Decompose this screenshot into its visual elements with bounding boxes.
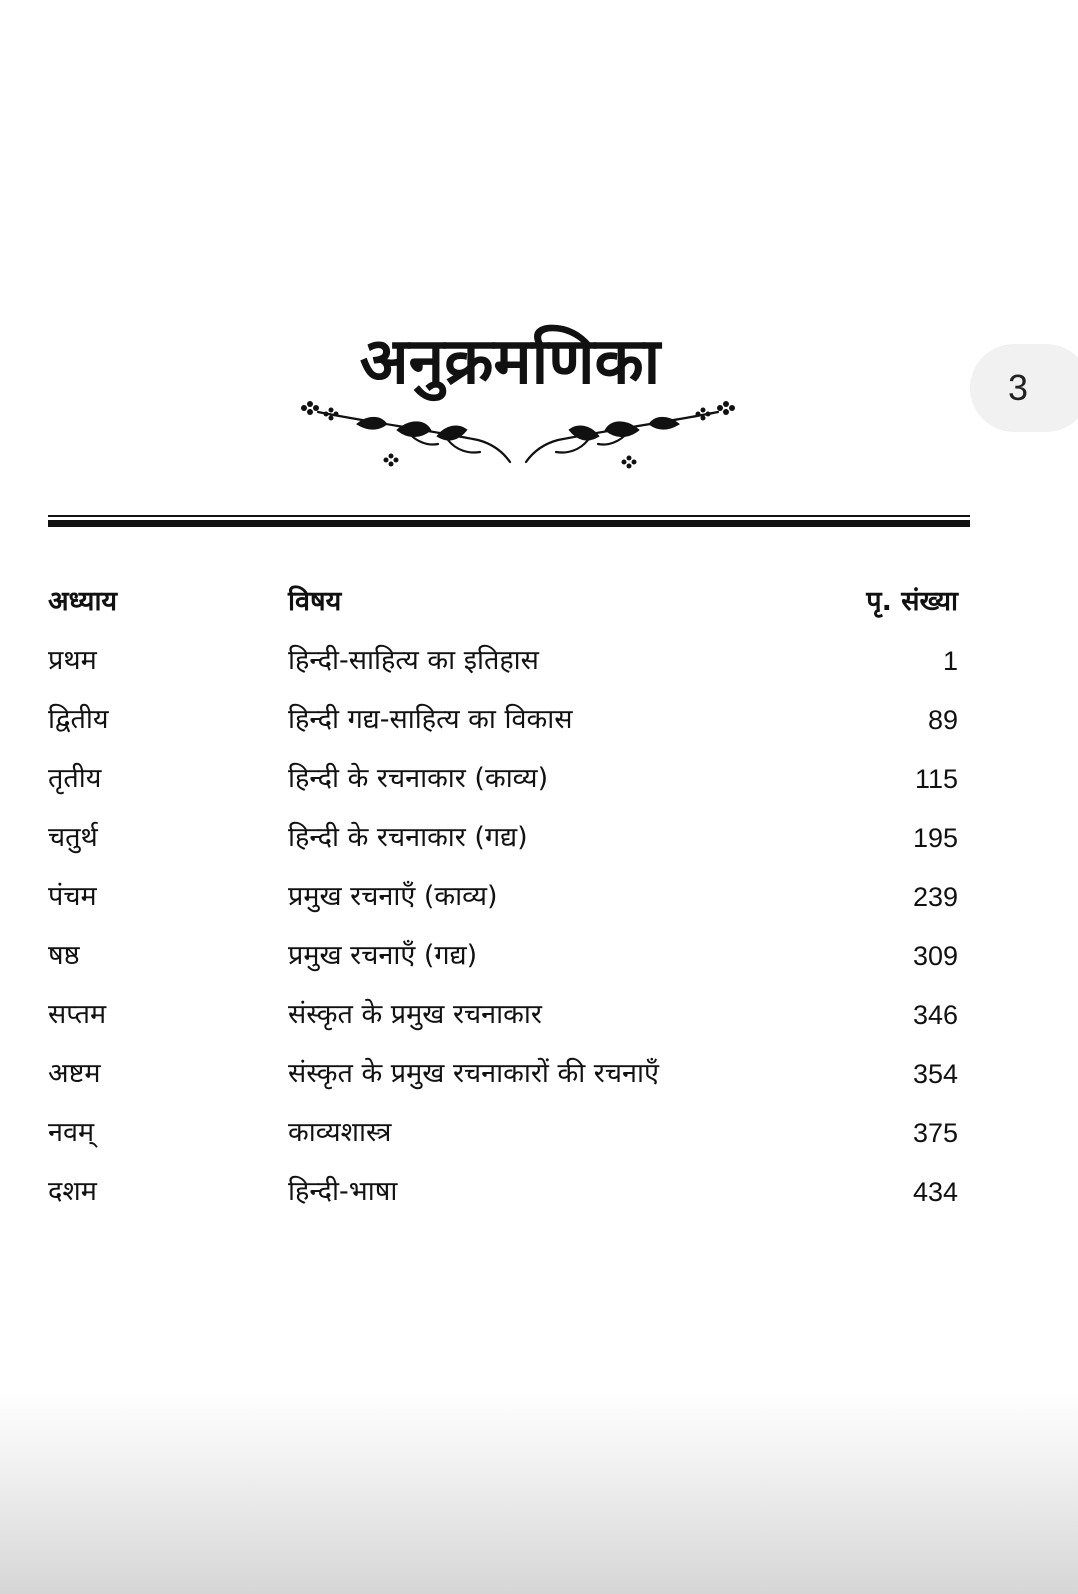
toc-subject: संस्कृत के प्रमुख रचनाकार xyxy=(288,999,542,1030)
toc-chapter: अष्टम xyxy=(48,1058,101,1089)
toc-subject: हिन्दी-भाषा xyxy=(288,1176,398,1207)
toc-row xyxy=(48,936,958,995)
header-rule-thin xyxy=(48,515,970,517)
table-of-contents xyxy=(48,582,958,1231)
toc-subject: संस्कृत के प्रमुख रचनाकारों की रचनाएँ xyxy=(288,1058,659,1089)
toc-subject: हिन्दी-साहित्य का इतिहास xyxy=(288,645,539,676)
toc-chapter: सप्तम xyxy=(48,999,107,1030)
toc-page: 434 xyxy=(912,1177,958,1207)
toc-row xyxy=(48,818,958,877)
toc-page: 1 xyxy=(942,646,958,676)
toc-subject: हिन्दी के रचनाकार (गद्य) xyxy=(288,822,528,853)
toc-page: 354 xyxy=(912,1059,958,1089)
header-page: पृ. संख्या xyxy=(866,586,958,617)
toc-chapter: तृतीय xyxy=(48,763,102,794)
toc-page: 309 xyxy=(912,941,958,971)
toc-header-row xyxy=(48,582,958,641)
toc-row xyxy=(48,759,958,818)
toc-chapter: षष्ठ xyxy=(48,940,80,971)
toc-chapter: चतुर्थ xyxy=(48,822,98,853)
toc-row xyxy=(48,1172,958,1231)
page-title: अनुक्रमणिका xyxy=(359,325,661,399)
toc-page: 89 xyxy=(927,705,958,735)
toc-chapter: पंचम xyxy=(48,881,97,912)
toc-page: 195 xyxy=(912,823,958,853)
toc-page: 375 xyxy=(912,1118,958,1148)
toc-subject: प्रमुख रचनाएँ (गद्य) xyxy=(288,940,478,971)
toc-subject: हिन्दी के रचनाकार (काव्य) xyxy=(288,763,549,794)
toc-subject: हिन्दी गद्य-साहित्य का विकास xyxy=(288,704,573,735)
floral-vine-divider-icon xyxy=(288,400,748,480)
toc-chapter: द्वितीय xyxy=(48,704,109,735)
toc-page: 346 xyxy=(912,1000,958,1030)
toc-subject: प्रमुख रचनाएँ (काव्य) xyxy=(288,881,498,912)
toc-chapter: दशम xyxy=(48,1176,97,1207)
header-subject: विषय xyxy=(288,586,342,617)
toc-row xyxy=(48,1054,958,1113)
toc-page: 115 xyxy=(914,764,958,794)
header-rule-thick xyxy=(48,520,970,527)
toc-row xyxy=(48,700,958,759)
toc-row xyxy=(48,877,958,936)
toc-row xyxy=(48,995,958,1054)
header-chapter: अध्याय xyxy=(48,586,118,617)
toc-page: 239 xyxy=(912,882,958,912)
page-indicator-number: 3 xyxy=(1008,367,1029,408)
toc-chapter: नवम् xyxy=(48,1117,95,1148)
toc-row xyxy=(48,641,958,700)
toc-row xyxy=(48,1113,958,1172)
toc-chapter: प्रथम xyxy=(48,645,97,676)
toc-subject: काव्यशास्त्र xyxy=(288,1117,392,1148)
